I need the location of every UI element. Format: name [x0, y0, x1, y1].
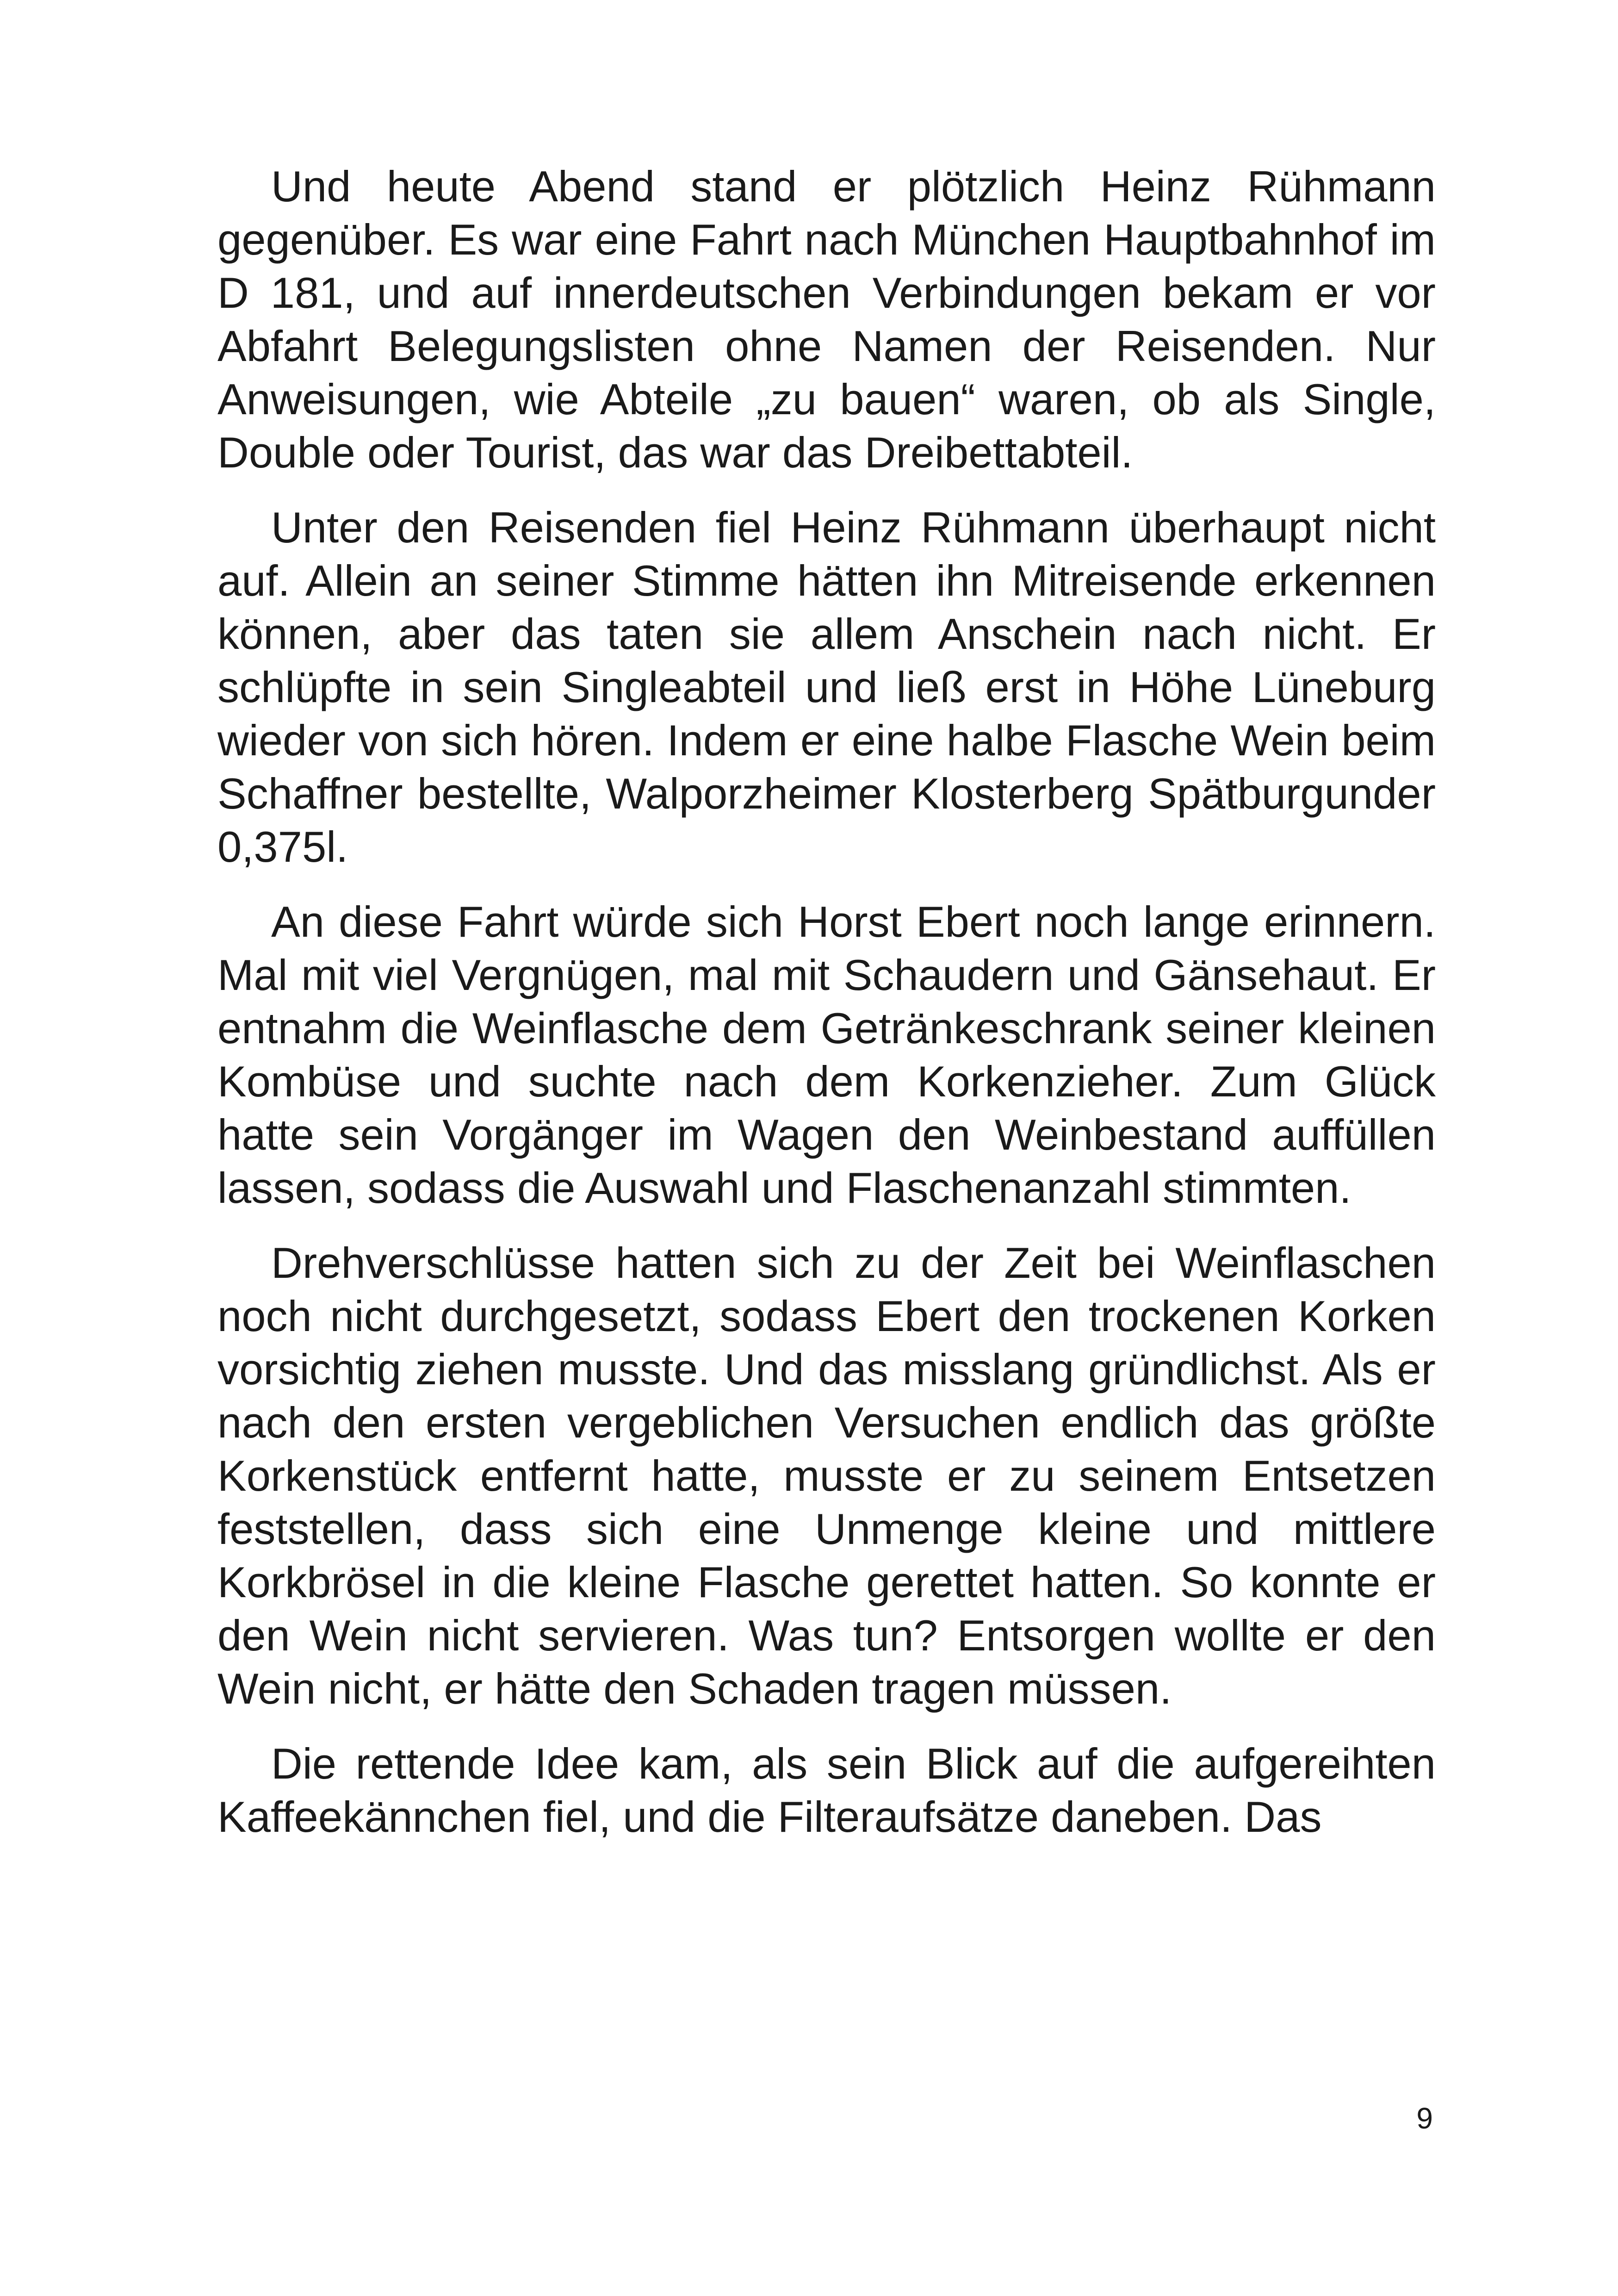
page-number: 9 — [1416, 2102, 1433, 2135]
paragraph-3: An diese Fahrt würde sich Horst Ebert noch lange erinnern. Mal mit viel Vergnügen, mal mit Schaudern und Gänsehaut. Er entnahm die Weinflasche dem Getränkeschrank seiner kleinen Kombüse und suchte nach dem Korkenzieher. Zum Glück hatte sein Vorgänger im Wagen den Weinbestand auffüllen lassen, sodass die Auswahl und Flaschenanzahl stimmten. — [217, 897, 1436, 1212]
paragraph-5: Die rettende Idee kam, als sein Blick auf die aufgereihten Kaffeekännchen fiel, und die Filteraufsätze daneben. Das — [217, 1739, 1436, 1841]
paragraph-4: Drehverschlüsse hatten sich zu der Zeit bei Weinflaschen noch nicht durchgesetzt, sodass Ebert den trockenen Korken vorsichtig ziehen musste. Und das misslang gründlichst. Als er nach den ersten vergeblichen Versuchen endlich das größte Korkenstück entfernt hatte, musste er zu seinem Entsetzen feststellen, dass sich eine Unmenge kleine und mittlere Korkbrösel in die kleine Flasche gerettet hatten. So konnte er den Wein nicht servieren. Was tun? Entsorgen wollte er den Wein nicht, er hätte den Schaden tragen müssen. — [217, 1238, 1436, 1713]
paragraph-1: Und heute Abend stand er plötzlich Heinz Rühmann gegenüber. Es war eine Fahrt nach München Hauptbahnhof im D 181, und auf innerdeutschen Verbindungen bekam er vor Abfahrt Belegungslisten ohne Namen der Reisenden. Nur Anweisungen, wie Abteile „zu bauen“ waren, ob als Single, Double oder Tourist, das war das Dreibettabteil. — [217, 162, 1436, 477]
paragraph-2: Unter den Reisenden fiel Heinz Rühmann überhaupt nicht auf. Allein an seiner Stimme hätten ihn Mitreisende erkennen können, aber das taten sie allem Anschein nach nicht. Er schlüpfte in sein Singleabteil und ließ erst in Höhe Lüneburg wieder von sich hören. Indem er eine halbe Flasche Wein beim Schaffner bestellte, Walporzheimer Klosterberg Spätburgunder 0,375l. — [217, 503, 1436, 871]
body-text — [217, 160, 1436, 1865]
